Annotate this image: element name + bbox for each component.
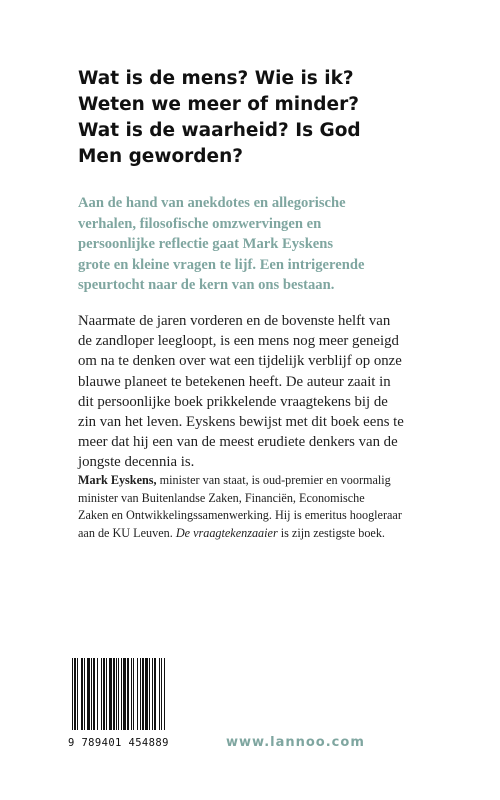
barcode-bar — [106, 658, 107, 730]
barcode-bar — [103, 658, 105, 730]
body-line: jongste decennia is. — [78, 454, 195, 471]
headline-line: Wat is de mens? Wie is ik? — [78, 68, 354, 89]
blurb-line: Aan de hand van anekdotes en allegorische — [78, 195, 346, 211]
barcode-bar — [154, 658, 156, 730]
bio-line: Zaken en Ontwikkelingssamenwerking. Hij is emeritus hoogleraar — [78, 508, 402, 522]
headline-line: Men geworden? — [78, 146, 243, 167]
headline-line: Weten we meer of minder? — [78, 94, 359, 115]
body-line: dit persoonlijke boek prikkelende vraagtekens bij de — [78, 393, 388, 410]
body-line: de zandloper leegloopt, is een mens nog meer geneigd — [78, 333, 399, 350]
body-line: zin van het leven. Eyskens bewijst met dit boek eens te — [78, 414, 404, 431]
barcode-bar — [127, 658, 129, 730]
bio-text: aan de KU Leuven. — [78, 525, 176, 540]
barcode-bar — [91, 658, 92, 730]
barcode-bar — [97, 658, 98, 730]
bio-text: minister van staat, is oud-premier en voormalig — [156, 473, 391, 487]
barcode-bar — [74, 658, 76, 730]
barcode-bar — [161, 658, 162, 730]
headline — [78, 66, 438, 170]
barcode-bar — [87, 658, 90, 730]
bio-line: minister van Buitenlandse Zaken, Financiën, Economische — [78, 490, 365, 505]
body-text — [78, 311, 458, 473]
barcode-bars — [68, 656, 196, 732]
body-line: meer dat hij een van de meest erudiete denkers van de — [78, 434, 398, 451]
barcode — [68, 656, 196, 732]
barcode-bar — [149, 658, 150, 730]
barcode-bar — [131, 658, 132, 730]
isbn-number: 9 789401 454889 — [68, 737, 169, 749]
barcode-bar — [133, 658, 134, 730]
blurb-line: verhalen, filosofische omzwervingen en — [78, 215, 322, 232]
body-line: om na te denken over wat een tijdelijk verblijf op onze — [78, 353, 402, 370]
barcode-bar — [77, 658, 78, 730]
barcode-bar — [123, 658, 126, 730]
barcode-bar — [164, 658, 165, 730]
blurb-line: grote en kleine vragen te lijf. Een intrigerende — [78, 256, 365, 273]
bio-line — [78, 472, 458, 490]
barcode-bar — [145, 658, 148, 730]
body-line: blauwe planeet te betekenen heeft. De auteur zaait in — [78, 373, 391, 390]
blurb-line: persoonlijke reflectie gaat Mark Eyskens — [78, 236, 334, 253]
barcode-bar — [109, 658, 112, 730]
blurb-line: speurtocht naar de kern van ons bestaan. — [78, 277, 335, 294]
barcode-bar — [93, 658, 95, 730]
barcode-bar — [121, 658, 122, 730]
barcode-bar — [116, 658, 117, 730]
author-name: Mark Eyskens, — [78, 473, 157, 487]
barcode-bar — [113, 658, 115, 730]
barcode-bar — [101, 658, 102, 730]
headline-line: Wat is de waarheid? Is God — [78, 120, 361, 141]
barcode-bar — [137, 658, 138, 730]
barcode-bar — [118, 658, 119, 730]
barcode-bar — [81, 658, 83, 730]
barcode-bar — [152, 658, 153, 730]
barcode-bar — [159, 658, 160, 730]
bio-line — [78, 525, 458, 543]
publisher-url: www.lannoo.com — [226, 735, 365, 750]
barcode-bar — [140, 658, 141, 730]
barcode-bar — [84, 658, 85, 730]
body-line: Naarmate de jaren vorderen en de bovenste helft van — [78, 313, 391, 329]
book-title: De vraagtekenzaaier — [175, 525, 278, 540]
barcode-bar — [72, 658, 73, 730]
author-bio — [78, 472, 458, 542]
bio-text: is zijn zestigste boek. — [277, 525, 385, 540]
barcode-bar — [142, 658, 144, 730]
blurb — [78, 193, 458, 296]
